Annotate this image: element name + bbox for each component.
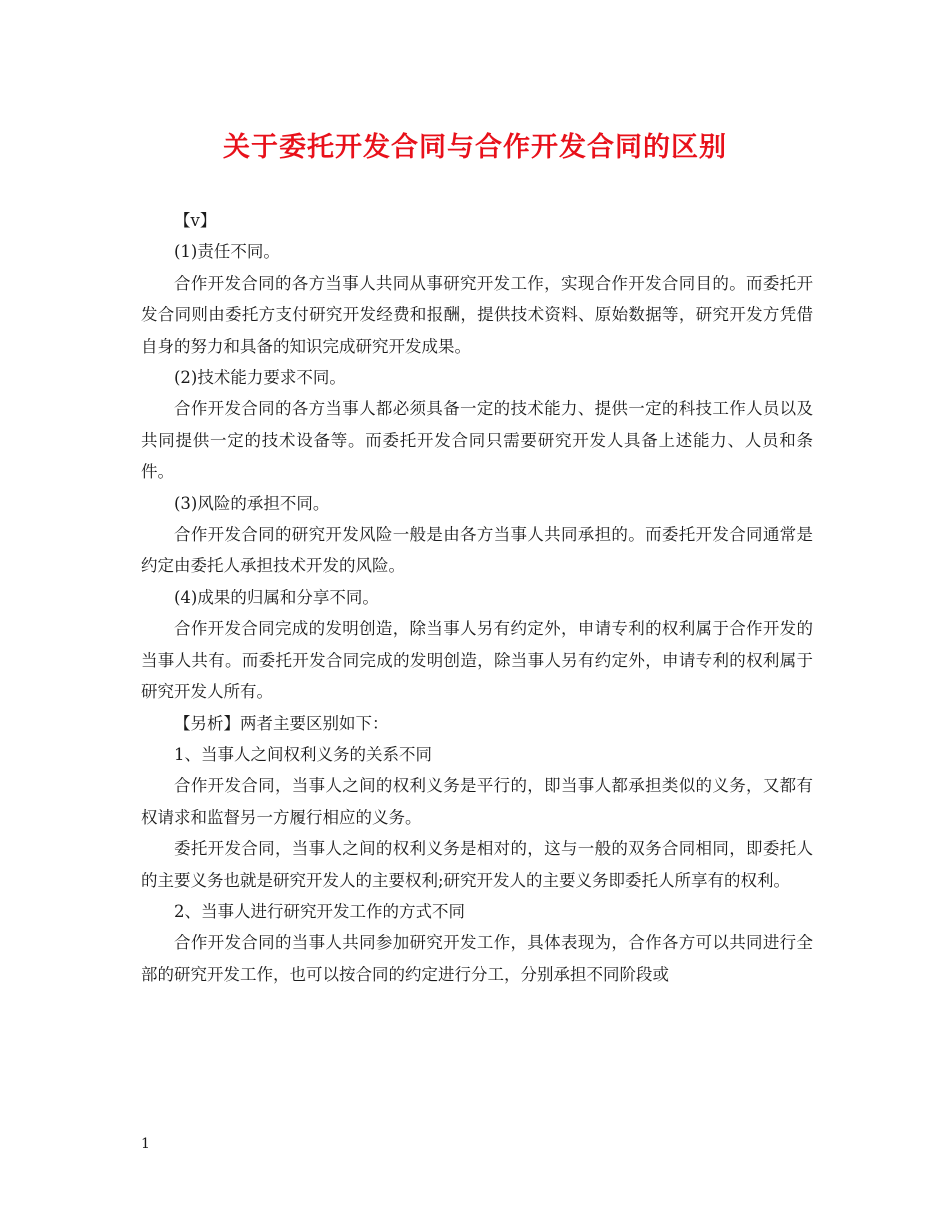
paragraph-marker: 【v】 [174,211,217,230]
page-number: 1 [141,1136,150,1152]
heading-rights-obligations: 1、当事人之间权利义务的关系不同 [174,744,432,764]
paragraph-results-ownership: 合作开发合同完成的发明创造，除当事人另有约定外，申请专利的权利属于合作开发的当事人共有。而委托开发合同完成的发明创造，除当事人另有约定外，申请专利的权利属于研究开发人所有。 [141,619,813,702]
paragraph-responsibility: 合作开发合同的各方当事人共同从事研究开发工作，实现合作开发合同目的。而委托开发合同则由委托方支付研究开发经费和报酬，提供技术资料、原始数据等，研究开发方凭借自身的努力和具备的知识完成研究开发成果。 [141,273,813,356]
paragraph-work-method: 合作开发合同的当事人共同参加研究开发工作，具体表现为，合作各方可以共同进行全部的研究开发工作，也可以按合同的约定进行分工，分别承担不同阶段或 [141,933,813,984]
paragraph-risk: 合作开发合同的研究开发风险一般是由各方当事人共同承担的。而委托开发合同通常是约定由委托人承担技术开发的风险。 [141,525,813,576]
heading-risk: (3)风险的承担不同。 [174,493,330,513]
paragraph-commissioned-rights: 委托开发合同，当事人之间的权利义务是相对的，这与一般的双务合同相同，即委托人的主要义务也就是研究开发人的主要权利;研究开发人的主要义务即委托人所享有的权利。 [141,839,813,890]
paragraph-technical-ability: 合作开发合同的各方当事人都必须具备一定的技术能力、提供一定的科技工作人员以及共同提供一定的技术设备等。而委托开发合同只需要研究开发人具备上述能力、人员和条件。 [141,399,813,482]
heading-responsibility: (1)责任不同。 [174,242,280,262]
heading-results-ownership: (4)成果的归属和分享不同。 [174,587,379,607]
page-title: 关于委托开发合同与合作开发合同的区别 [223,132,727,163]
heading-technical-ability: (2)技术能力要求不同。 [174,368,346,388]
heading-alternative-analysis: 【另析】两者主要区别如下： [174,713,389,733]
heading-work-method: 2、当事人进行研究开发工作的方式不同 [174,901,465,921]
paragraph-cooperative-rights: 合作开发合同，当事人之间的权利义务是平行的，即当事人都承担类似的义务，又都有权请求和监督另一方履行相应的义务。 [141,776,813,827]
document-body [141,205,813,990]
